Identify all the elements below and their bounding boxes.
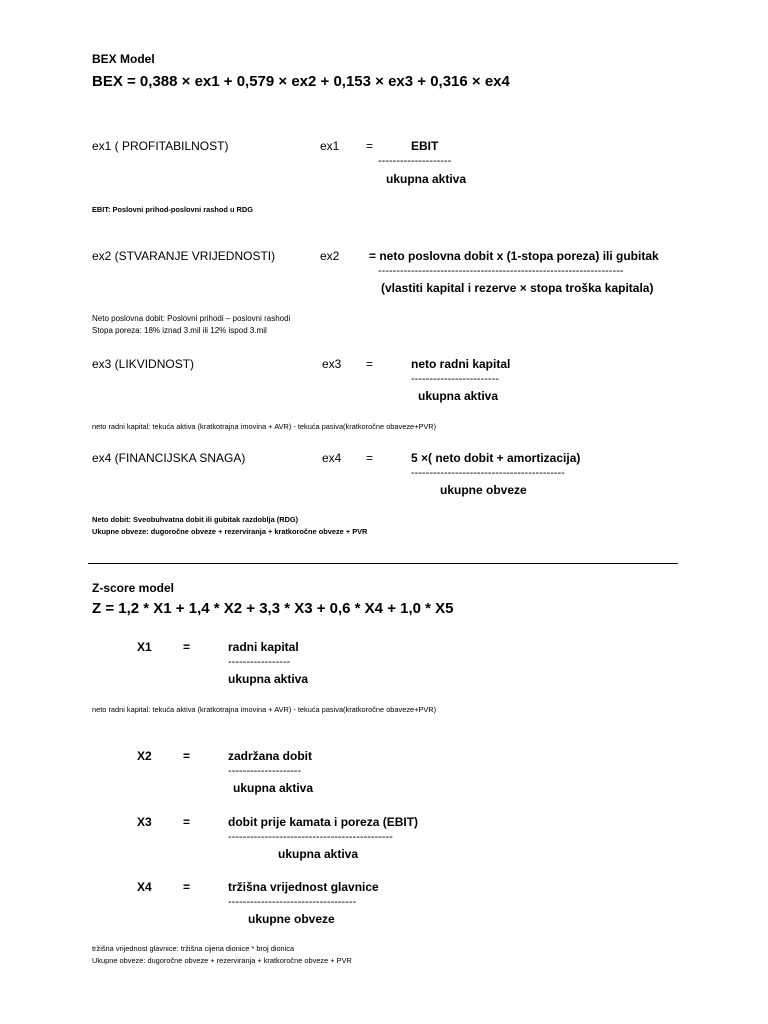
ex4-numerator: 5 ×( neto dobit + amortizacija) [411, 451, 581, 465]
ex4-denominator: ukupne obveze [440, 483, 527, 497]
ex2-note-2: Stopa poreza: 18% iznad 3.mil ili 12% ispod 3.mil [92, 326, 267, 335]
x3-numerator: dobit prije kamata i poreza (EBIT) [228, 815, 419, 829]
ex1-denominator: ukupna aktiva [386, 172, 467, 186]
x2-denominator: ukupna aktiva [233, 781, 314, 795]
ex3-note: neto radni kapital: tekuća aktiva (kratkotrajna imovina + AVR) - tekuća pasiva(kratkoročne obaveze+PVR) [92, 422, 437, 431]
x4-note-2: Ukupne obveze: dugoročne obveze + rezerviranja + kratkoročne obveze + PVR [92, 956, 352, 965]
ex2-fraction-line: ------------------------------------------------------------------- [378, 265, 624, 277]
x4-note-1: tržišna vrijednost glavnice: tržišna cijena dionice * broj dionica [92, 944, 295, 953]
x1-equals: = [183, 640, 191, 654]
x1-fraction-line: ----------------- [228, 656, 291, 668]
ex1-equals: = [366, 139, 374, 153]
ex1-fraction-line: -------------------- [378, 155, 452, 167]
zscore-formula: Z = 1,2 * X1 + 1,4 * X2 + 3,3 * X3 + 0,6 * X4 + 1,0 * X5 [92, 600, 454, 617]
x3-var: X3 [137, 815, 152, 829]
ex3-label: ex3 (LIKVIDNOST) [92, 357, 195, 371]
ex1-label: ex1 ( PROFITABILNOST) [92, 139, 229, 153]
x4-var: X4 [137, 880, 152, 894]
x1-note: neto radni kapital: tekuća aktiva (kratkotrajna imovina + AVR) - tekuća pasiva(kratkoročne obaveze+PVR) [92, 705, 437, 714]
bex-formula: BEX = 0,388 × ex1 + 0,579 × ex2 + 0,153 × ex3 + 0,316 × ex4 [92, 73, 510, 90]
x2-fraction-line: -------------------- [228, 765, 302, 777]
x3-denominator: ukupna aktiva [278, 847, 359, 861]
ex3-numerator: neto radni kapital [411, 357, 511, 371]
x2-var: X2 [137, 749, 152, 763]
x3-fraction-line: --------------------------------------------- [228, 831, 393, 843]
x1-denominator: ukupna aktiva [228, 672, 309, 686]
x3-equals: = [183, 815, 191, 829]
bex-heading: BEX Model [92, 52, 155, 66]
ex1-var: ex1 [320, 139, 340, 153]
ex4-note-1: Neto dobit: Sveobuhvatna dobit ili gubitak razdoblja (RDG) [92, 515, 299, 524]
ex4-equals: = [366, 451, 374, 465]
ex2-denominator: (vlastiti kapital i rezerve × stopa troška kapitala) [381, 281, 654, 295]
ex4-var: ex4 [322, 451, 342, 465]
ex2-label: ex2 (STVARANJE VRIJEDNOSTI) [92, 249, 276, 263]
ex4-note-2: Ukupne obveze: dugoročne obveze + rezerviranja + kratkoročne obveze + PVR [92, 527, 368, 536]
ex4-fraction-line: ------------------------------------------ [411, 467, 565, 479]
ex3-fraction-line: ------------------------ [411, 373, 499, 385]
ex4-label: ex4 (FINANCIJSKA SNAGA) [92, 451, 246, 465]
x2-numerator: zadržana dobit [228, 749, 313, 763]
ex3-denominator: ukupna aktiva [418, 389, 499, 403]
section-divider [88, 563, 678, 564]
ex1-note: EBIT: Poslovni prihod-poslovni rashod u RDG [92, 205, 253, 214]
x2-equals: = [183, 749, 191, 763]
x4-equals: = [183, 880, 191, 894]
ex1-numerator: EBIT [411, 139, 439, 153]
ex3-equals: = [366, 357, 374, 371]
ex3-var: ex3 [322, 357, 342, 371]
x4-denominator: ukupne obveze [248, 912, 335, 926]
ex2-numerator: = neto poslovna dobit x (1-stopa poreza) ili gubitak [369, 249, 659, 263]
ex2-note-1: Neto poslovna dobit: Poslovni prihodi – poslovni rashodi [92, 314, 291, 323]
x4-fraction-line: ----------------------------------- [228, 896, 357, 908]
ex2-var: ex2 [320, 249, 340, 263]
zscore-heading: Z-score model [92, 581, 175, 595]
x1-var: X1 [137, 640, 152, 654]
x4-numerator: tržišna vrijednost glavnice [228, 880, 379, 894]
x1-numerator: radni kapital [228, 640, 299, 654]
